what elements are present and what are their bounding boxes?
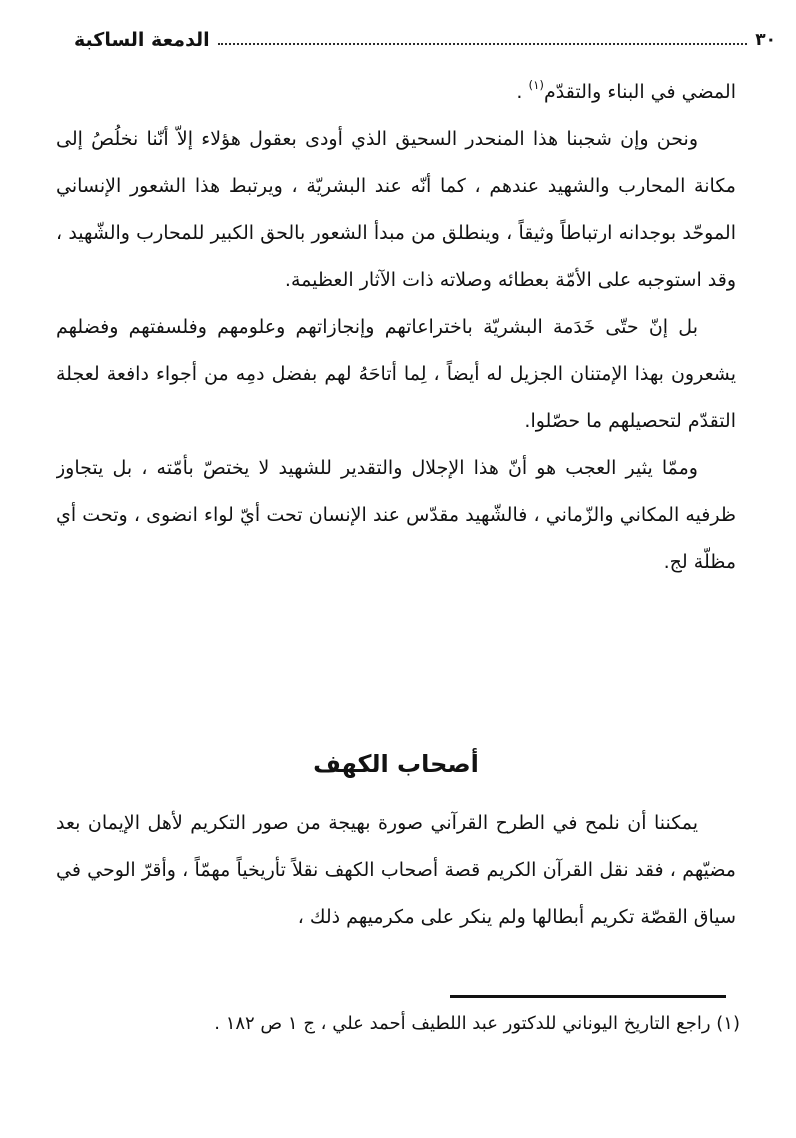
paragraph: ونحن وإن شجبنا هذا المنحدر السحيق الذي أودى بعقول هؤلاء إلاّ أنّنا نخلُصُ إلى مكانة المحارب والشهيد عندهم ، كما أنّه عند البشريّة ، ويرتبط هذا الشعور الإنساني الموحّد بوجدانه ارتباطاً وثيقاً ، وينطلق من مبدأ الشعور بالحق الكبير للمحارب والشّهيد ، وقد استوجبه على الأمّة بعطائه وصلاته ذات الآثار العظيمة. (56, 128, 736, 291)
page-number: ٣٠ (755, 30, 776, 50)
dotted-leader (218, 43, 748, 45)
page-header (74, 26, 776, 52)
paragraph: يمكننا أن نلمح في الطرح القرآني صورة بهيجة من صور التكريم لأهل الإيمان بعد مضيّهم ، فقد نقل القرآن الكريم قصة أصحاب الكهف نقلاً تأريخياً مهمّاً ، وأقرّ الوحي في سياق القصّة تكريم أبطالها ولم ينكر على مكرميهم ذلك ، (56, 812, 736, 928)
section-heading: أصحاب الكهف (313, 750, 479, 778)
footnote-ref-marker: (١) (528, 78, 544, 92)
paragraph: بل إنّ حتّى خَدَمة البشريّة باختراعاتهم وإنجازاتهم وعلومهم وفلسفتهم وفضلهم يشعرون بهذا الإمتنان الجزيل له أيضاً ، لِما أتاحَهُ لهم بفضل دمِه من أجواء دافعة لعجلة التقدّم لتحصيلهم ما حصّلوا. (56, 316, 736, 432)
paragraph-text: المضي في البناء والتقدّم (544, 81, 736, 103)
page-body (56, 62, 736, 988)
book-title: الدمعة الساكبة (74, 29, 210, 51)
footnote-text: (١) راجع التاريخ اليوناني للدكتور عبد اللطيف أحمد علي ، ج ١ ص ١٨٢ . (214, 1013, 740, 1034)
footnote-separator (450, 995, 726, 998)
paragraph-continuation (56, 62, 736, 116)
paragraph: وممّا يثير العجب هو أنّ هذا الإجلال والتقدير للشهيد لا يختصّ بأمّته ، بل يتجاوز ظرفيه المكاني والزّماني ، فالشّهيد مقدّس عند الإنسان تحت أيّ لواء انضوى ، وتحت أي مظلّة لج. (56, 457, 736, 573)
sentence-period: . (516, 81, 529, 103)
